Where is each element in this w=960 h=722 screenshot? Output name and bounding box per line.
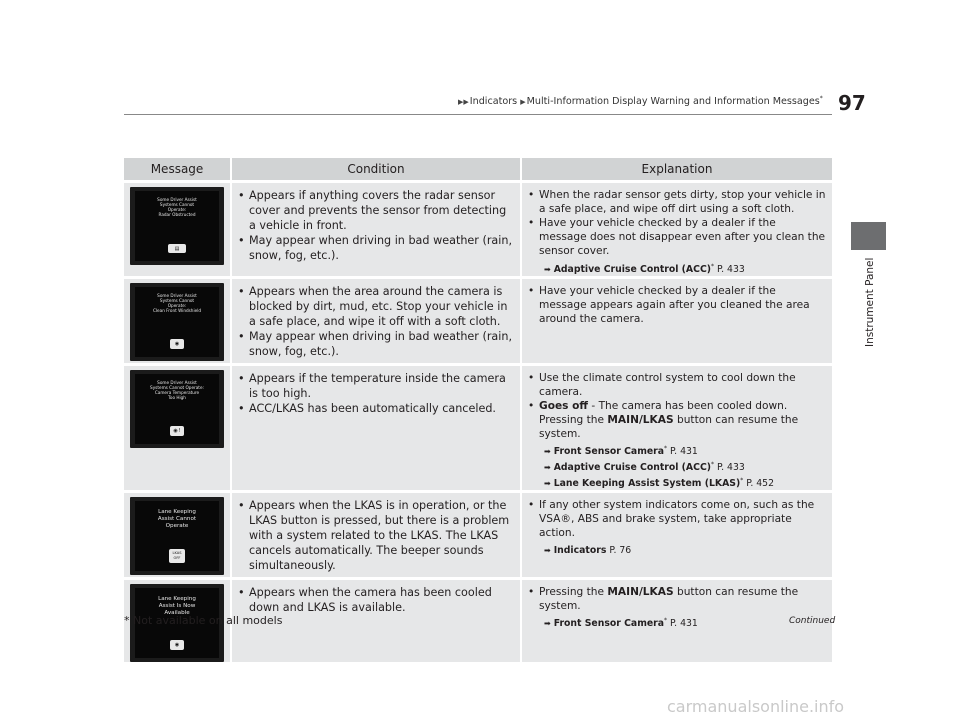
- section-tab[interactable]: [851, 222, 886, 250]
- camera-icon: ◉: [170, 640, 184, 650]
- reference-arrow-icon: ➡: [544, 463, 551, 473]
- display-image-camera-temperature: Some Driver Assist Systems Cannot Operate: Camera Temperature Too High ◉ !: [130, 370, 224, 448]
- condition-item: • ACC/LKAS has been automatically canceled.: [238, 401, 514, 416]
- column-header-condition: Condition: [232, 158, 522, 180]
- condition-item: • Appears when the camera has been cooled down and LKAS is available.: [238, 585, 514, 615]
- column-header-explanation: Explanation: [522, 158, 832, 180]
- lkas-off-icon: LKAS OFF: [169, 549, 185, 563]
- table-row: [124, 276, 832, 363]
- reference-arrow-icon: ➡: [544, 619, 551, 629]
- double-arrow-icon: ▶▶: [458, 98, 469, 107]
- explanation-item: • Have your vehicle checked by a dealer if the message does not disappear even after you clean the sensor cover.: [528, 216, 826, 258]
- reference-arrow-icon: ➡: [544, 479, 551, 489]
- display-image-lkas-available: Lane Keeping Assist Is Now Available ◉: [130, 584, 224, 662]
- breadcrumb: [458, 95, 823, 107]
- arrow-icon: ▶: [520, 98, 526, 107]
- breadcrumb-messages[interactable]: Multi-Information Display Warning and Information Messages: [526, 96, 820, 108]
- reference-arrow-icon: ➡: [544, 265, 551, 275]
- reference-arrow-icon: ➡: [544, 546, 551, 556]
- section-label: Instrument Panel: [864, 257, 876, 347]
- condition-item: • May appear when driving in bad weather (rain, snow, fog, etc.).: [238, 233, 514, 263]
- page-number: 97: [838, 91, 866, 115]
- condition-item: • Appears when the LKAS is in operation, or the LKAS button is pressed, but there is a problem with a system related to the LKAS. The LKAS cancels automatically. The beeper sounds simultaneously.: [238, 498, 514, 573]
- condition-item: • Appears if the temperature inside the camera is too high.: [238, 371, 514, 401]
- header-rule: [124, 114, 832, 115]
- explanation-item: • Use the climate control system to cool down the camera.: [528, 371, 826, 399]
- display-image-radar-obstructed: Some Driver Assist Systems Cannot Operate: Radar Obstructed ▤: [130, 187, 224, 265]
- camera-icon: ◉: [170, 339, 184, 349]
- display-image-clean-windshield: Some Driver Assist Systems Cannot Operate: Clean Front Windshield ◉: [130, 283, 224, 361]
- page-reference-link[interactable]: ➡ Front Sensor Camera* P. 431: [544, 445, 698, 458]
- table-row: [124, 180, 832, 276]
- explanation-item: • If any other system indicators come on, such as the VSA®, ABS and brake system, take appropriate action.: [528, 498, 826, 540]
- footnote: * Not available on all models: [124, 614, 283, 627]
- explanation-item: • Pressing the MAIN/LKAS button can resume the system.: [528, 585, 826, 613]
- explanation-item: • Have your vehicle checked by a dealer if the message appears again after you cleaned the area around the camera.: [528, 284, 826, 326]
- condition-item: • Appears when the area around the camera is blocked by dirt, mud, etc. Stop your vehicle in a safe place, and wipe it off with a soft cloth.: [238, 284, 514, 329]
- reference-arrow-icon: ➡: [544, 447, 551, 457]
- breadcrumb-indicators[interactable]: Indicators: [469, 96, 518, 108]
- explanation-item: • Goes off - The camera has been cooled down. Pressing the MAIN/LKAS button can resume the system.: [528, 399, 826, 441]
- condition-item: • Appears if anything covers the radar sensor cover and prevents the sensor from detecting a vehicle in front.: [238, 188, 514, 233]
- table-row: [124, 363, 832, 490]
- condition-item: • May appear when driving in bad weather (rain, snow, fog, etc.).: [238, 329, 514, 359]
- radar-icon: ▤: [168, 244, 186, 253]
- watermark: carmanualsonline.info: [667, 697, 845, 716]
- messages-table: [124, 158, 832, 662]
- footnote-star: *: [819, 95, 823, 102]
- camera-temp-icon: ◉ !: [170, 426, 184, 436]
- page-reference-link[interactable]: ➡ Adaptive Cruise Control (ACC)* P. 433: [544, 461, 745, 474]
- page-reference-link[interactable]: ➡ Lane Keeping Assist System (LKAS)* P. 452: [544, 477, 775, 490]
- page-reference-link[interactable]: ➡ Front Sensor Camera* P. 431: [544, 617, 698, 630]
- page-reference-link[interactable]: ➡ Indicators P. 76: [544, 545, 632, 557]
- display-image-lkas-cannot-operate: Lane Keeping Assist Cannot Operate LKAS OFF: [130, 497, 224, 575]
- explanation-item: • When the radar sensor gets dirty, stop your vehicle in a safe place, and wipe off dirt using a soft cloth.: [528, 188, 826, 216]
- column-header-message: Message: [124, 158, 232, 180]
- page-reference-link[interactable]: ➡ Adaptive Cruise Control (ACC)* P. 433: [544, 263, 745, 276]
- table-row: [124, 490, 832, 577]
- continued-label: Continued: [789, 616, 836, 626]
